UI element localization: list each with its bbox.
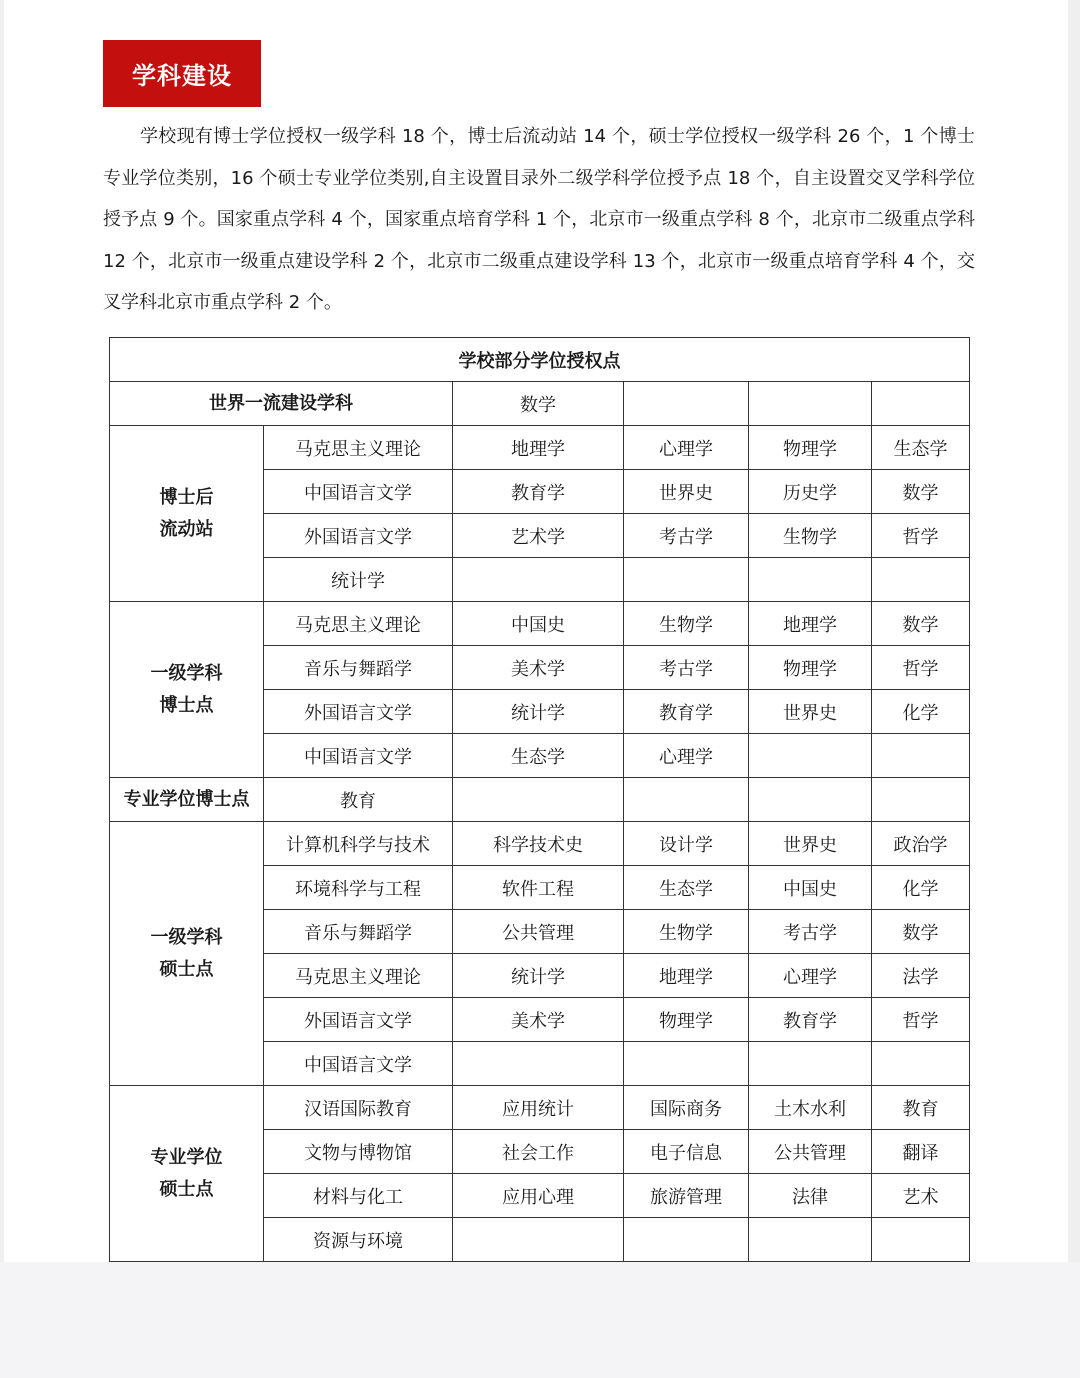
subject-cell: 物理学: [749, 646, 872, 690]
subject-cell: 哲学: [872, 646, 970, 690]
subject-cell: 社会工作: [453, 1130, 624, 1174]
subject-cell: 外国语言文学: [264, 998, 453, 1042]
subject-cell: [872, 778, 970, 822]
subject-cell: [749, 1042, 872, 1086]
subject-cell: 考古学: [624, 514, 749, 558]
subject-cell: 汉语国际教育: [264, 1086, 453, 1130]
table-row: [110, 1086, 970, 1130]
subject-cell: 设计学: [624, 822, 749, 866]
subject-cell: 艺术学: [453, 514, 624, 558]
subject-cell: 教育学: [624, 690, 749, 734]
subject-cell: [453, 1042, 624, 1086]
subject-cell: 公共管理: [453, 910, 624, 954]
subject-cell: [749, 1218, 872, 1262]
subject-cell: 生物学: [624, 602, 749, 646]
subject-cell: 艺术: [872, 1174, 970, 1218]
subject-cell: 应用心理: [453, 1174, 624, 1218]
subject-cell: 应用统计: [453, 1086, 624, 1130]
page-edge-left: [0, 0, 4, 1264]
subject-cell: 中国语言文学: [264, 734, 453, 778]
subject-cell: 考古学: [749, 910, 872, 954]
subject-cell: 政治学: [872, 822, 970, 866]
category-label-line: 博士点: [159, 694, 214, 716]
subject-cell: 历史学: [749, 470, 872, 514]
subject-cell: 统计学: [453, 954, 624, 998]
subject-cell: 中国语言文学: [264, 470, 453, 514]
subject-cell: [453, 558, 624, 602]
subject-cell: [872, 1042, 970, 1086]
table-row: [110, 602, 970, 646]
subject-cell: 世界史: [749, 822, 872, 866]
subject-cell: 中国史: [749, 866, 872, 910]
category-label-line: 专业学位: [150, 1146, 223, 1168]
intro-paragraph: 学校现有博士学位授权一级学科 18 个，博士后流动站 14 个，硕士学位授权一级学科 26 个，1 个博士专业学位类别，16 个硕士专业学位类别,自主设置目录外二级学科学位授予点 18 个，自主设置交叉学科学位授予点 9 个。国家重点学科 4 个，国家重点培育学科 1 个，北京市一级重点学科 8 个，北京市二级重点学科 12 个，北京市一级重点建设学科 2 个，北京市二级重点建设学科 13 个，北京市一级重点培育学科 4 个，交叉学科北京市重点学科 2 个。: [103, 126, 975, 313]
subject-cell: 考古学: [624, 646, 749, 690]
subject-cell: 生物学: [749, 514, 872, 558]
table-title: 学校部分学位授权点: [110, 338, 970, 382]
subject-cell: 心理学: [624, 426, 749, 470]
subject-cell: 计算机科学与技术: [264, 822, 453, 866]
subject-cell: 生物学: [624, 910, 749, 954]
table-row: [110, 426, 970, 470]
subject-cell: 土木水利: [749, 1086, 872, 1130]
subject-cell: 心理学: [749, 954, 872, 998]
table-title-row: [110, 338, 970, 382]
subject-cell: 音乐与舞蹈学: [264, 646, 453, 690]
subject-cell: [749, 382, 872, 426]
subject-cell: 世界史: [624, 470, 749, 514]
table-row: [110, 382, 970, 426]
subject-cell: [453, 778, 624, 822]
subject-cell: 物理学: [624, 998, 749, 1042]
subject-cell: 教育: [872, 1086, 970, 1130]
subject-cell: 数学: [872, 602, 970, 646]
subject-cell: 哲学: [872, 998, 970, 1042]
category-label: [110, 822, 264, 1086]
subject-cell: 化学: [872, 690, 970, 734]
category-label: [110, 1086, 264, 1262]
subject-cell: 电子信息: [624, 1130, 749, 1174]
subject-cell: [872, 558, 970, 602]
subject-cell: 生态学: [624, 866, 749, 910]
page-edge-right: [1068, 0, 1080, 1264]
subject-cell: [624, 778, 749, 822]
subject-cell: 法律: [749, 1174, 872, 1218]
subject-cell: [624, 382, 749, 426]
subject-cell: [749, 558, 872, 602]
subject-cell: 环境科学与工程: [264, 866, 453, 910]
subject-cell: 中国语言文学: [264, 1042, 453, 1086]
subject-cell: [624, 558, 749, 602]
category-label-line: 一级学科: [150, 926, 223, 948]
subject-cell: 物理学: [749, 426, 872, 470]
degree-authorization-table: [109, 337, 970, 1262]
category-label: [110, 602, 264, 778]
subject-cell: [453, 1218, 624, 1262]
subject-cell: 化学: [872, 866, 970, 910]
subject-cell: 马克思主义理论: [264, 426, 453, 470]
subject-cell: 地理学: [749, 602, 872, 646]
subject-cell: 旅游管理: [624, 1174, 749, 1218]
subject-cell: 教育学: [453, 470, 624, 514]
subject-cell: 马克思主义理论: [264, 602, 453, 646]
table-row: [110, 778, 970, 822]
subject-cell: 资源与环境: [264, 1218, 453, 1262]
category-label-line: 硕士点: [159, 1178, 214, 1200]
category-label: [110, 426, 264, 602]
category-label: [110, 778, 264, 822]
subject-cell: 教育: [264, 778, 453, 822]
subject-cell: 数学: [453, 382, 624, 426]
subject-cell: 材料与化工: [264, 1174, 453, 1218]
subject-cell: 文物与博物馆: [264, 1130, 453, 1174]
subject-cell: [749, 734, 872, 778]
subject-cell: 生态学: [872, 426, 970, 470]
category-label: 世界一流建设学科: [110, 382, 453, 426]
bottom-bar: [0, 1264, 1080, 1378]
subject-cell: [872, 734, 970, 778]
subject-cell: 数学: [872, 910, 970, 954]
subject-cell: 外国语言文学: [264, 690, 453, 734]
table-row: [110, 822, 970, 866]
subject-cell: 法学: [872, 954, 970, 998]
subject-cell: 外国语言文学: [264, 514, 453, 558]
subject-cell: 中国史: [453, 602, 624, 646]
subject-cell: 音乐与舞蹈学: [264, 910, 453, 954]
subject-cell: 科学技术史: [453, 822, 624, 866]
subject-cell: 生态学: [453, 734, 624, 778]
subject-cell: 地理学: [624, 954, 749, 998]
section-title-badge: 学科建设: [103, 40, 261, 107]
subject-cell: 公共管理: [749, 1130, 872, 1174]
subject-cell: [624, 1042, 749, 1086]
subject-cell: [749, 778, 872, 822]
subject-cell: 美术学: [453, 646, 624, 690]
subject-cell: 世界史: [749, 690, 872, 734]
category-label-line: 博士后: [159, 486, 214, 508]
subject-cell: 地理学: [453, 426, 624, 470]
subject-cell: 软件工程: [453, 866, 624, 910]
subject-cell: 国际商务: [624, 1086, 749, 1130]
subject-cell: 哲学: [872, 514, 970, 558]
subject-cell: 教育学: [749, 998, 872, 1042]
category-label-line: 硕士点: [159, 958, 214, 980]
category-label-line: 一级学科: [150, 662, 223, 684]
subject-cell: 心理学: [624, 734, 749, 778]
subject-cell: 翻译: [872, 1130, 970, 1174]
category-label-line: 专业学位博士点: [123, 788, 250, 810]
category-label-line: 流动站: [159, 518, 214, 540]
subject-cell: 统计学: [453, 690, 624, 734]
subject-cell: [872, 382, 970, 426]
subject-cell: [624, 1218, 749, 1262]
subject-cell: [872, 1218, 970, 1262]
subject-cell: 数学: [872, 470, 970, 514]
subject-cell: 统计学: [264, 558, 453, 602]
subject-cell: 马克思主义理论: [264, 954, 453, 998]
subject-cell: 美术学: [453, 998, 624, 1042]
